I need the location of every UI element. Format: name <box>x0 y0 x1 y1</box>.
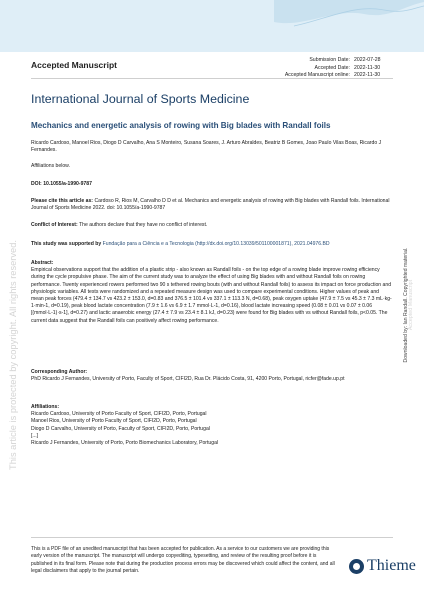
corresponding-text: PhD Ricardo J Fernandes, University of Porto, Faculty of Sport, CIFI2D, Rua Dr. Plácido Costa, 91, 4200 Porto, Portugal, ricfer@fade.up.pt <box>31 376 345 383</box>
corresponding-block <box>31 369 393 383</box>
journal-name: International Journal of Sports Medicine <box>31 92 250 106</box>
footer-disclaimer: This is a PDF file of an unedited manuscript that has been accepted for publication. As a service to our customers we are providing this early version of the manuscript. The manuscript will undergo copyediting, typesetting, and review of the resulting proof before it is published in its final form. Please note that during the production process errors may be discovered which could affect the content, and all legal disclaimers that apply to the journal pertain. <box>31 546 335 574</box>
affiliations-block <box>31 404 393 447</box>
watermark-text: Accepted Manuscript <box>408 279 414 331</box>
date-value: 2022-11-30 <box>354 72 381 79</box>
support-block <box>31 241 393 248</box>
submission-dates <box>285 57 388 80</box>
accepted-date-row <box>285 65 388 73</box>
affiliation-item: Ricardo J Fernandes, University of Porto, Porto Biomechanics Laboratory, Portugal <box>31 440 219 447</box>
affiliations-note: Affiliations below. <box>31 163 70 169</box>
download-notice: Downloaded by: Ian Randall. Copyrighted material. <box>403 247 409 363</box>
date-value: 2022-07-28 <box>354 57 381 63</box>
cite-block <box>31 198 393 212</box>
accepted-manuscript-label: Accepted Manuscript <box>31 60 117 70</box>
abstract-label: Abstract: <box>31 260 54 266</box>
date-value: 2022-11-30 <box>354 64 381 71</box>
article-title: Mechanics and energetic analysis of rowing with Big blades with Randall foils <box>31 121 331 130</box>
affiliations-label: Affiliations: <box>31 404 60 410</box>
support-label: This study was supported by <box>31 241 102 247</box>
copyright-notice: This article is protected by copyright. All rights reserved. <box>8 240 18 470</box>
doi-label: DOI: <box>31 181 42 187</box>
publisher-name: Thieme <box>367 557 416 574</box>
conflict-label: Conflict of Interest: <box>31 222 78 228</box>
conflict-text: The authors declare that they have no conflict of interest. <box>79 222 208 228</box>
abstract-block <box>31 260 393 325</box>
cite-label: Please cite this article as: <box>31 198 94 204</box>
doi-line <box>31 181 393 188</box>
abstract-text: Empirical observations support that the addition of a plastic strip - also known as Randall foils - on the top edge of a rowing blade improve rowing efficiency during the cycle propulsive phase. The aim of the current study was to analyze the effect of using Big blades with and without Randall foils on rowing performance. Twenty experienced rowers performed two 90 s tethered rowing bouts (with and without Randall foils) to assess its impact on force production and physiologic variables. All tests were randomized and a repeated measure design was used to compare experimental conditions. Higher values of peak and mean peak forces (479.4 ± 134.7 vs 423.2 ± 153.0, d=0.83 and 376.5 ± 101.4 vs 337.1 ± 113.3 N, d=0.68), peak oxygen uptake (47.9 ± 7.5 vs 45.3 ± 7.3 mL·kg-1·min-1, d=0.19), peak blood lactate concentration (7.9 ± 1.6 vs 6.9 ± 1.7 mmol·L-1, d=0.16), blood lactate increasing speed (0.08 ± 0.01 vs 0.07 ± 0.06 [(mmol·L-1)·s-1], d=0.27) and lactic anaerobic energy (27.4 ± 7.9 vs 23.4 ± 8.1 kJ, d=0.23) were found for Big blades with vs without Randall foils, p<0.05. The current data suggest that the Randall foils can positively affect rowing performance. <box>31 267 392 324</box>
affiliation-item: [...] <box>31 432 39 439</box>
support-text: Fundação para a Ciência e a Tecnologia (http://dx.doi.org/10.13039/501100001871), 2021.04976.BD <box>102 241 330 247</box>
doi-value[interactable]: 10.1055/a-1990-9787 <box>43 181 92 187</box>
affiliation-item: Diogo D Carvalho, University of Porto, Faculty of Sport, CIFI2D, Porto, Portugal <box>31 425 210 432</box>
footer-divider <box>31 537 393 538</box>
copyright-sidebar <box>5 140 21 570</box>
header-wave-decoration <box>274 0 424 30</box>
affiliation-item: Manoel Rios, University of Porto Faculty of Sport, CIFI2D, Porto, Portugal <box>31 418 197 425</box>
corresponding-label: Corresponding Author: <box>31 369 88 375</box>
authors: Ricardo Cardoso, Manoel Rios, Diogo D Carvalho, Ana S Monteiro, Susana Soares, J. Arturo Abraldes, Beatriz B Gomes, Joao Paulo Vilas Boas, Ricardo J Fernandes. <box>31 140 382 154</box>
conflict-block <box>31 222 393 229</box>
publisher-logo <box>349 557 416 575</box>
cite-text: Cardoso R, Rios M, Carvalho D D et al. Mechanics and energetic analysis of rowing with Big blades with Randall foils. International Journal of Sports Medicine 2022. doi: 10.1055/a-1990-9787 <box>31 198 390 212</box>
date-label: Accepted Date: <box>314 64 350 71</box>
affiliation-item: Ricardo Cardoso, University of Porto Faculty of Sport, CIFI2D, Porto, Portugal <box>31 411 207 418</box>
date-label: Accepted Manuscript online: <box>284 72 350 79</box>
date-label: Submission Date: <box>309 57 350 63</box>
divider <box>31 78 393 79</box>
accepted-manuscript-watermark <box>404 200 418 410</box>
submission-date-row <box>285 57 388 65</box>
thieme-logo-icon <box>349 559 364 574</box>
